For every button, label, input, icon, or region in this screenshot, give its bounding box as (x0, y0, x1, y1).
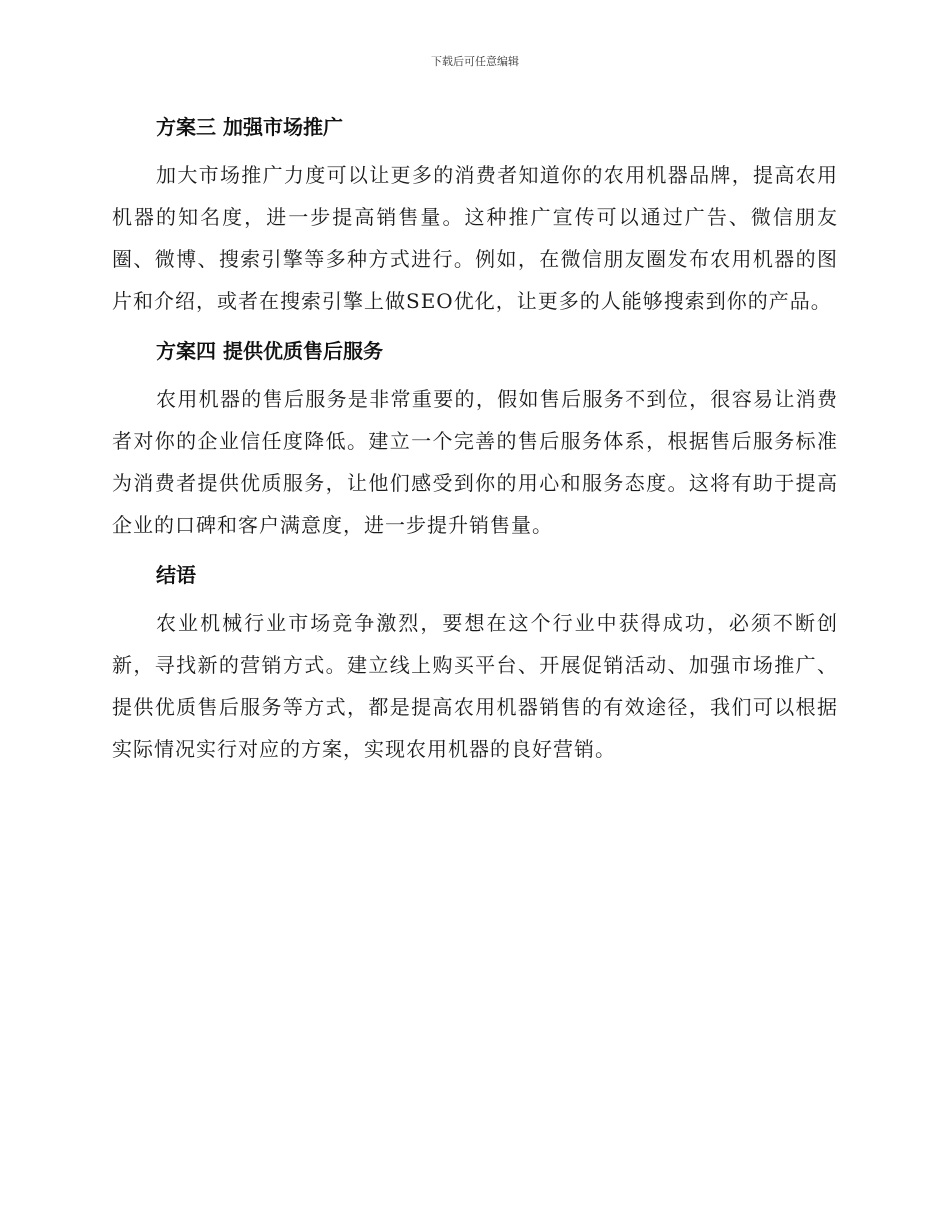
section-heading: 方案四 提供优质售后服务 (156, 339, 383, 363)
section-paragraph: 加大市场推广力度可以让更多的消费者知道你的农用机器品牌，提高农用机器的知名度，进一步提高销售量。这种推广宣传可以通过广告、微信朋友圈、微博、搜索引擎等多种方式进行。例如，在微信朋友圈发布农用机器的图片和介绍，或者在搜索引擎上做SEO优化，让更多的人能够搜索到你的产品。 (112, 163, 838, 313)
section-heading: 方案三 加强市场推广 (156, 115, 343, 139)
section-paragraph: 农业机械行业市场竞争激烈，要想在这个行业中获得成功，必须不断创新，寻找新的营销方式。建立线上购买平台、开展促销活动、加强市场推广、提供优质售后服务等方式，都是提高农用机器销售的有效途径，我们可以根据实际情况实行对应的方案，实现农用机器的良好营销。 (112, 611, 838, 761)
section-marketing-promotion (112, 108, 838, 322)
document-body (112, 108, 838, 780)
section-after-sales-service (112, 332, 838, 546)
section-conclusion (112, 556, 838, 770)
section-heading: 结语 (156, 563, 196, 587)
page-header: 下载后可任意编辑 (431, 55, 519, 68)
section-paragraph: 农用机器的售后服务是非常重要的，假如售后服务不到位，很容易让消费者对你的企业信任度降低。建立一个完善的售后服务体系，根据售后服务标准为消费者提供优质服务，让他们感受到你的用心和服务态度。这将有助于提高企业的口碑和客户满意度，进一步提升销售量。 (112, 387, 838, 537)
